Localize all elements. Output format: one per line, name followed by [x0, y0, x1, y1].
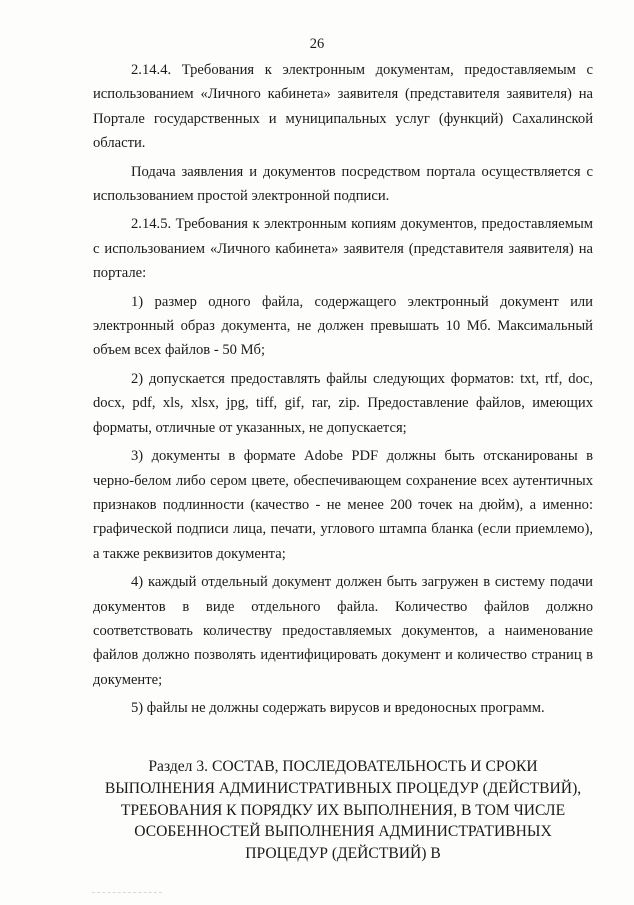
- paragraph-2-14-5: 2.14.5. Требования к электронным копиям документов, предоставляемым с использованием «Личного кабинета» заявителя (представителя заявителя) на портале:: [93, 216, 593, 282]
- document-body: [93, 58, 593, 721]
- list-item-3: 3) документы в формате Adobe PDF должны быть отсканированы в черно-белом либо сером цвете, обеспечивающем сохранение всех аутентичных признаков подлинности (качество - не менее 200 точек на дюйм), а именно: графической подписи лица, печати, углового штампа бланка (если приемлемо), а также реквизитов документа;: [93, 448, 593, 562]
- paragraph-2-14-4: 2.14.4. Требования к электронным документам, предоставляемым с использованием «Личного кабинета» заявителя (представителя заявителя) на Портале государственных и муниципальных услуг (функций) Сахалинской области.: [93, 62, 593, 152]
- list-item-4: 4) каждый отдельный документ должен быть загружен в систему подачи документов в виде отдельного файла. Количество файлов должно соответствовать количеству предоставляемых документов, а наименование файлов должно позволять идентифицировать документ и количество страниц в документе;: [93, 574, 593, 688]
- list-item-5: 5) файлы не должны содержать вирусов и вредоносных программ.: [131, 700, 545, 717]
- page-number: 26: [309, 36, 325, 52]
- section-heading: Раздел 3. СОСТАВ, ПОСЛЕДОВАТЕЛЬНОСТЬ И СРОКИ ВЫПОЛНЕНИЯ АДМИНИСТРАТИВНЫХ ПРОЦЕДУР (ДЕЙСТВИЙ), ТРЕБОВАНИЯ К ПОРЯДКУ ИХ ВЫПОЛНЕНИЯ, В ТОМ ЧИСЛЕ ОСОБЕННОСТЕЙ ВЫПОЛНЕНИЯ АДМИНИСТРАТИВНЫХ ПРОЦЕДУР (ДЕЙСТВИЙ) В: [104, 758, 582, 863]
- list-item-2: 2) допускается предоставлять файлы следующих форматов: txt, rtf, doc, docx, pdf, xls, xlsx, jpg, tiff, gif, rar, zip. Предоставление файлов, имеющих форматы, отличные от указанных, не допускается;: [93, 370, 593, 436]
- footer-divider: [92, 892, 162, 893]
- paragraph-signature-note: Подача заявления и документов посредством портала осуществляется с использованием простой электронной подписи.: [93, 163, 593, 205]
- list-item-1: 1) размер одного файла, содержащего электронный документ или электронный образ документа, не должен превышать 10 Мб. Максимальный объем всех файлов - 50 Мб;: [93, 293, 593, 359]
